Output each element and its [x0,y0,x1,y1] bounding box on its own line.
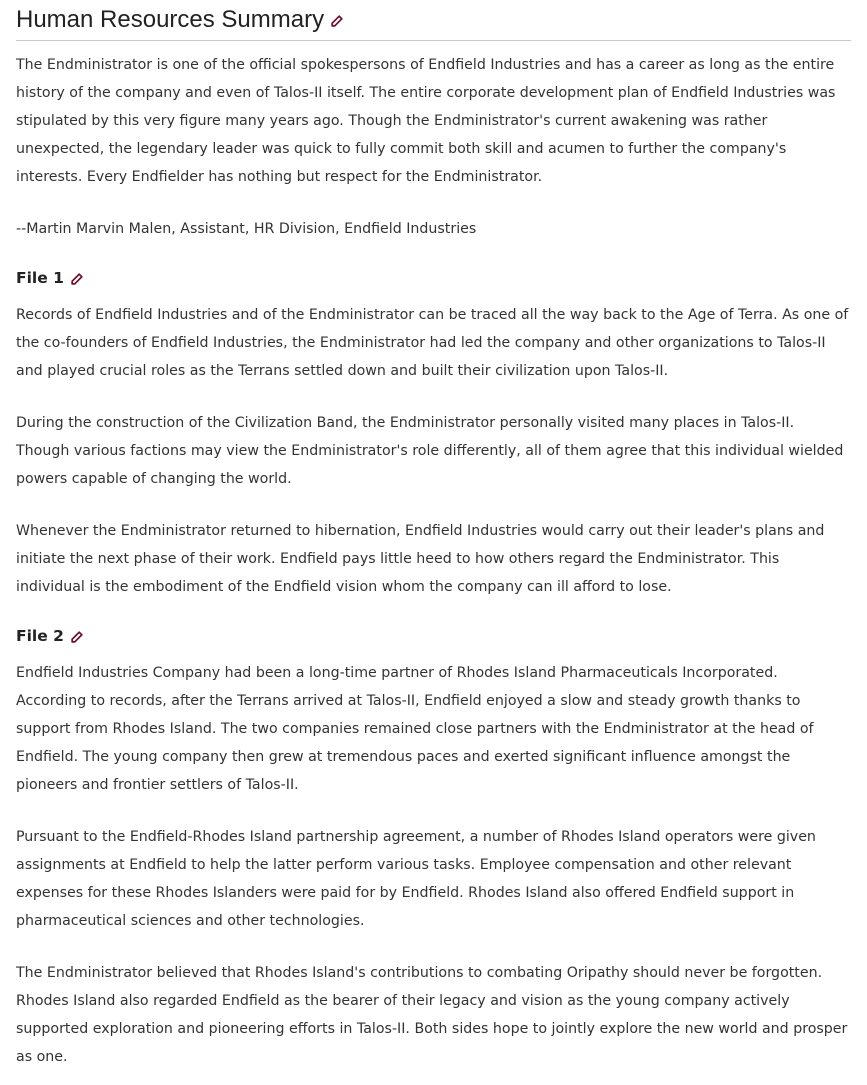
file-1-heading-text: File 1 [16,269,64,287]
file-1-paragraph: During the construction of the Civilization Band, the Endministrator personally visited many places in Talos-II. Though various factions may view the Endministrator's role differently, all of them agree that this individual wielded powers capable of changing the world. [16,415,844,487]
intro-paragraph: The Endministrator is one of the official spokespersons of Endfield Industries and has a career as long as the entire history of the company and even of Talos-II itself. The entire corporate development plan of Endfield Industries was stipulated by this very figure many years ago. Though the Endministrator's current awakening was rather unexpected, the legendary leader was quick to fully commit both skill and acumen to further the company's interests. Every Endfielder has nothing but respect for the Endministrator. [16,57,836,185]
file-1-paragraph: Records of Endfield Industries and of the Endministrator can be traced all the way back to the Age of Terra. As one of the co-founders of Endfield Industries, the Endministrator had led the company and other organizations to Talos-II and played crucial roles as the Terrans settled down and built their civilization upon Talos-II. [16,307,849,379]
page-title [16,0,851,41]
attribution: --Martin Marvin Malen, Assistant, HR Division, Endfield Industries [16,221,477,237]
edit-pencil-icon[interactable] [70,272,84,286]
edit-pencil-icon[interactable] [70,630,84,644]
page-title-text: Human Resources Summary [16,6,325,33]
file-2-paragraph: Endfield Industries Company had been a long-time partner of Rhodes Island Pharmaceuticals Incorporated. According to records, after the Terrans arrived at Talos-II, Endfield enjoyed a slow and steady growth thanks to support from Rhodes Island. The two companies remained close partners with the Endministrator at the head of Endfield. The young company then grew at tremendous paces and exerted significant influence amongst the pioneers and frontier settlers of Talos-II. [16,665,814,793]
file-2-heading [16,623,851,649]
file-2-paragraph: Pursuant to the Endfield-Rhodes Island partnership agreement, a number of Rhodes Island operators were given assignments at Endfield to help the latter perform various tasks. Employee compensation and other relevant expenses for these Rhodes Islanders were paid for by Endfield. Rhodes Island also offered Endfield support in pharmaceutical sciences and other technologies. [16,829,816,929]
file-2-paragraph: The Endministrator believed that Rhodes Island's contributions to combating Oripathy should never be forgotten. Rhodes Island also regarded Endfield as the bearer of their legacy and vision as the young company actively supported exploration and pioneering efforts in Talos-II. Both sides hope to jointly explore the new world and prosper as one. [16,965,848,1065]
file-1-paragraph: Whenever the Endministrator returned to hibernation, Endfield Industries would carry out their leader's plans and initiate the next phase of their work. Endfield pays little heed to how others regard the Endministrator. This individual is the embodiment of the Endfield vision whom the company can ill afford to lose. [16,523,825,595]
file-2-heading-text: File 2 [16,627,64,645]
file-1-heading [16,265,851,291]
edit-pencil-icon[interactable] [330,14,344,28]
